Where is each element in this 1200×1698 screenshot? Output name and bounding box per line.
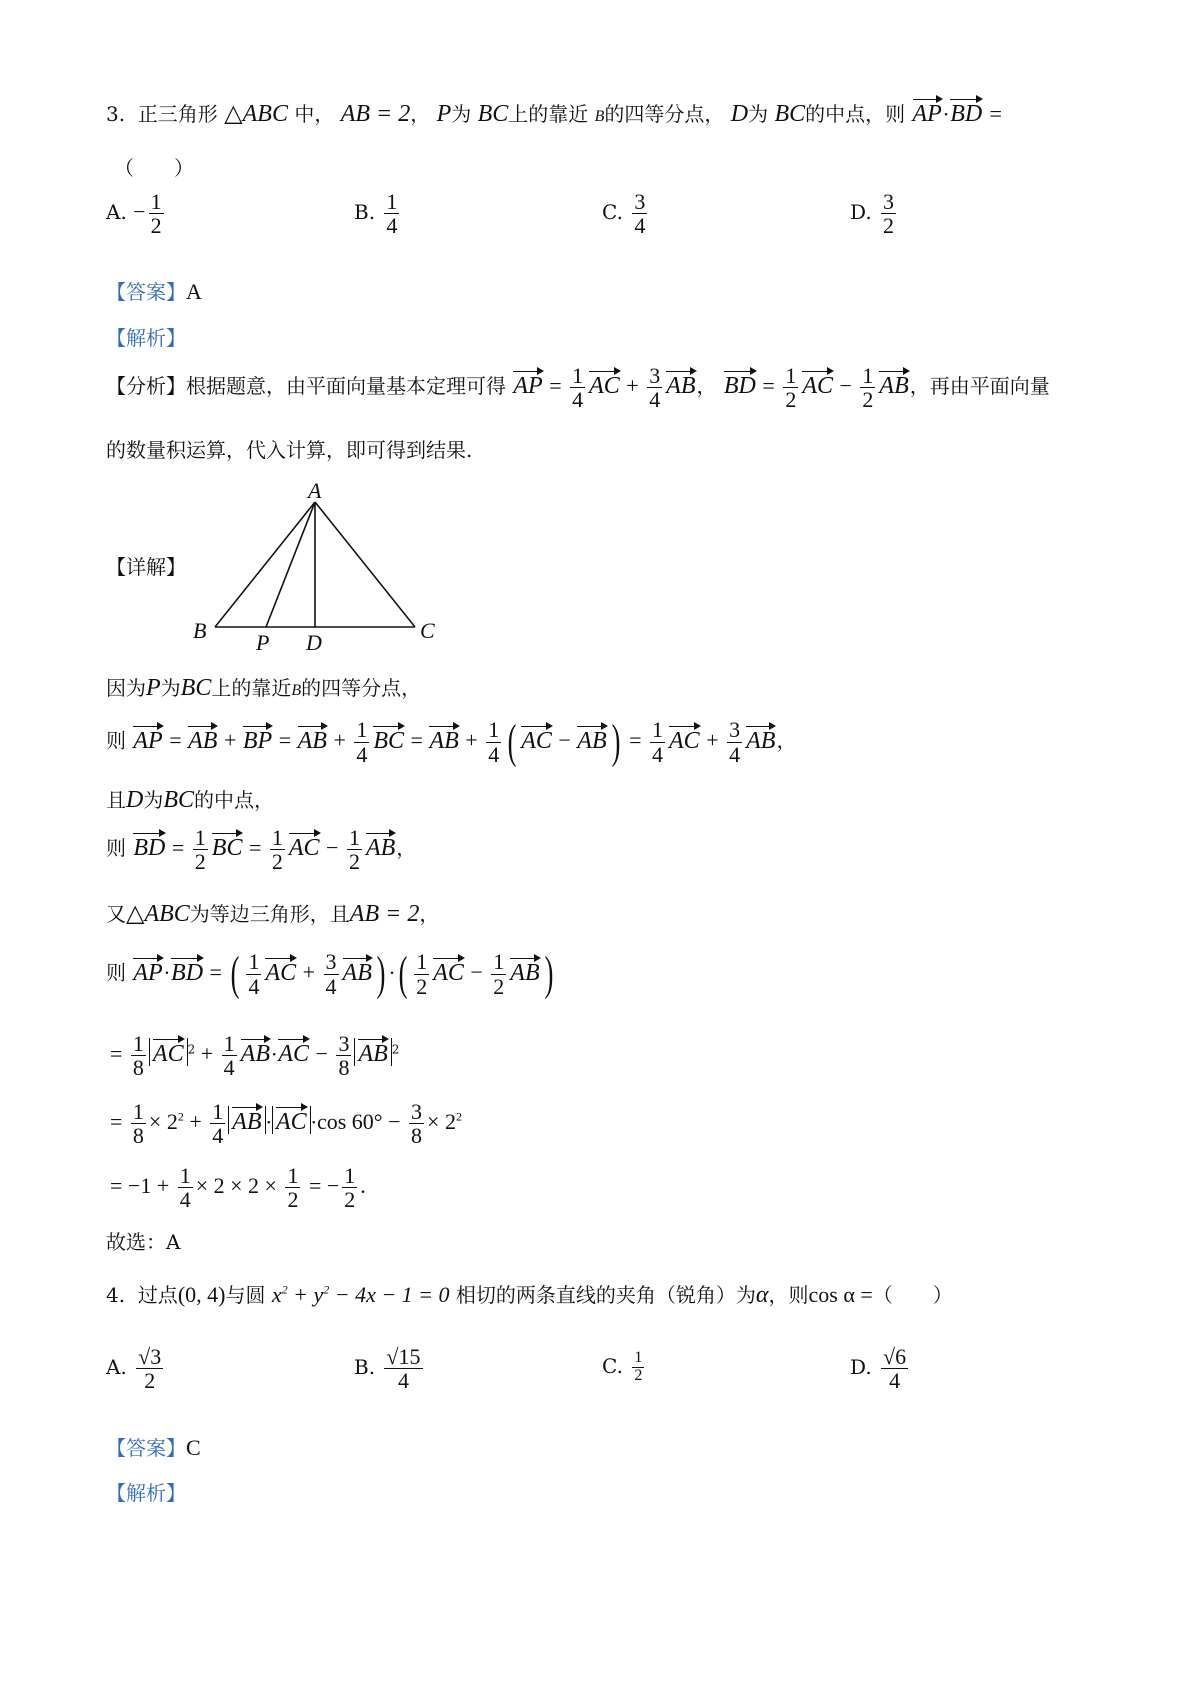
q3-option-c: C. $\frac{3}{4}$ bbox=[602, 189, 646, 239]
q4-option-c: C. $\frac{1}{2}$ bbox=[602, 1349, 643, 1384]
q4-option-a: A. $\frac{√3}{2}$ bbox=[106, 1344, 162, 1394]
q3-blank: （ ） bbox=[114, 156, 194, 180]
q3-answer: 【答案】A bbox=[106, 279, 202, 304]
detail-line-5: 又△ABC为等边三角形，且AB = 2， bbox=[106, 901, 440, 927]
q3-detail-tag: 【详解】 bbox=[106, 555, 186, 579]
q4-option-b: B. $\frac{√15}{4}$ bbox=[354, 1344, 421, 1394]
q3-choose: 故选：A bbox=[106, 1230, 181, 1254]
q3-stem: 3. 正三角形 △ABC 中， AB = 2， P为 BC上的靠近 B的四等分点， D为 BC的中点，则 AP·BD = bbox=[106, 101, 1002, 127]
q4-stem: 4. 过点(0, 4)与圆 $x^2 + y^2 - 4x - 1 = 0$ 相切的两条直线的夹角（锐角）为α，则cos α =（ ） bbox=[106, 1282, 953, 1308]
vertex-b-label: B bbox=[193, 618, 207, 643]
q4-option-d: D. $\frac{√6}{4}$ bbox=[850, 1344, 907, 1394]
vertex-c-label: C bbox=[420, 618, 435, 643]
q3-fenxi: 【分析】根据题意，由平面向量基本定理可得 AP = $\frac{1}{4}$ AC + $\frac{3}{4}$ AB， BD = $\frac{1}{2}$ AC − $\frac{1}{2}$ AB，再由平面向量 bbox=[106, 363, 1050, 413]
detail-line-8: = $\frac{1}{8}$ × $2^2$ + $\frac{1}{4}$ AB · AC ·cos 60° − $\frac{3}{8}$ × $2^2$ bbox=[110, 1099, 462, 1149]
q3-option-d: D. $\frac{3}{2}$ bbox=[850, 189, 895, 239]
q4-analysis-tag: 【解析】 bbox=[106, 1481, 186, 1505]
detail-line-4: 则 BD = $\frac{1}{2}$ BC = $\frac{1}{2}$ AC − $\frac{1}{2}$ AB， bbox=[106, 825, 417, 875]
q3-option-b: B. $\frac{1}{4}$ bbox=[354, 189, 398, 239]
point-d-label: D bbox=[306, 630, 322, 652]
q3-fenxi-line2: 的数量积运算，代入计算，即可得到结果. bbox=[106, 438, 473, 462]
point-p-label: P bbox=[256, 630, 270, 652]
q3-option-a: A. − $\frac{1}{2}$ bbox=[106, 189, 162, 239]
detail-line-2: 则 AP = AB + BP = AB + $\frac{1}{4}$ BC = AB + $\frac{1}{4}$ ( AC − AB) = $\frac{1}{4}$ AC + $\frac{3}{4}$ AB， bbox=[106, 715, 797, 768]
detail-line-3: 且D为BC的中点， bbox=[106, 787, 275, 813]
triangle-diagram bbox=[190, 482, 450, 652]
vertex-a-label: A bbox=[308, 482, 322, 503]
detail-line-1: 因为P为BC上的靠近B的四等分点， bbox=[106, 675, 422, 701]
detail-line-7: = $\frac{1}{8}$ AC $^2$ + $\frac{1}{4}$ AB·AC − $\frac{3}{8}$ AB $^2$ bbox=[110, 1031, 400, 1081]
detail-line-6: 则 AP·BD = ( $\frac{1}{4}$ AC + $\frac{3}{4}$ AB) ·( $\frac{1}{2}$ AC − $\frac{1}{2}$ AB) bbox=[106, 947, 554, 1000]
q4-answer: 【答案】C bbox=[106, 1435, 201, 1460]
q3-analysis-tag: 【解析】 bbox=[106, 326, 186, 350]
detail-line-9: = −1 + $\frac{1}{4}$ × 2 × 2 × $\frac{1}{2}$ = − $\frac{1}{2}$ . bbox=[110, 1163, 366, 1213]
